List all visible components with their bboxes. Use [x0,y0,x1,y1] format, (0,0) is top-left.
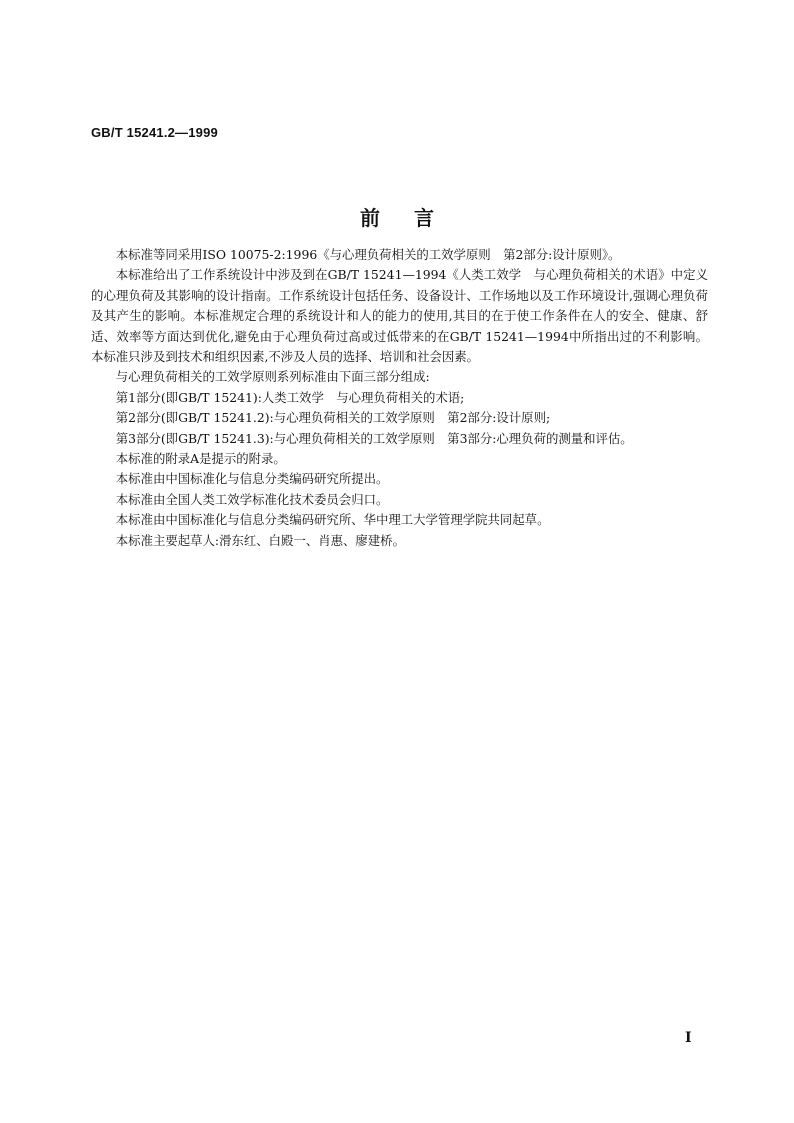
paragraph-proposer: 本标准由中国标准化与信息分类编码研究所提出。 [115,471,389,487]
page-number: I [685,1030,692,1046]
paragraph-part-1: 第1部分(即GB/T 15241):人类工效学 与心理负荷相关的术语; [115,389,465,405]
paragraph-part-2: 第2部分(即GB/T 15241.2):与心理负荷相关的工效学原则 第2部分:设计原则; [115,410,551,426]
paragraph-scope: 本标准给出了工作系统设计中涉及到在GB/T 15241—1994《人类工效学 与心理负荷相关的术语》中定义的心理负荷及其影响的设计指南。工作系统设计包括任务、设备设计、工作场地以及工作环境设计,强调心理负荷及其产生的影响。本标准规定合理的系统设计和人的能力的使用,其目的在于使工作条件在人的安全、健康、舒适、效率等方面达到优化,避免由于心理负荷过高或过低带来的在GB/T 15241—1994中所指出过的不利影响。本标准只涉及到技术和组织因素,不涉及人员的选择、培训和社会因素。 [91,267,708,365]
page-title: 前言 [360,206,468,230]
paragraph-drafting-orgs: 本标准由中国标准化与信息分类编码研究所、华中理工大学管理学院共同起草。 [115,512,550,528]
paragraph-annex: 本标准的附录A是提示的附录。 [115,451,286,467]
paragraph-part-3: 第3部分(即GB/T 15241.3):与心理负荷相关的工效学原则 第3部分:心理负荷的测量和评估。 [115,430,633,446]
paragraph-series-intro: 与心理负荷相关的工效学原则系列标准由下面三部分组成: [115,369,430,385]
foreword-body [91,245,708,551]
standard-code: GB/T 15241.2—1999 [91,125,218,140]
paragraph-committee: 本标准由全国人类工效学标准化技术委员会归口。 [115,491,389,507]
paragraph-drafters: 本标准主要起草人:滑东红、白殿一、肖惠、廖建桥。 [115,532,405,548]
paragraph-adoption: 本标准等同采用ISO 10075-2:1996《与心理负荷相关的工效学原则 第2部分:设计原则》。 [115,247,621,262]
